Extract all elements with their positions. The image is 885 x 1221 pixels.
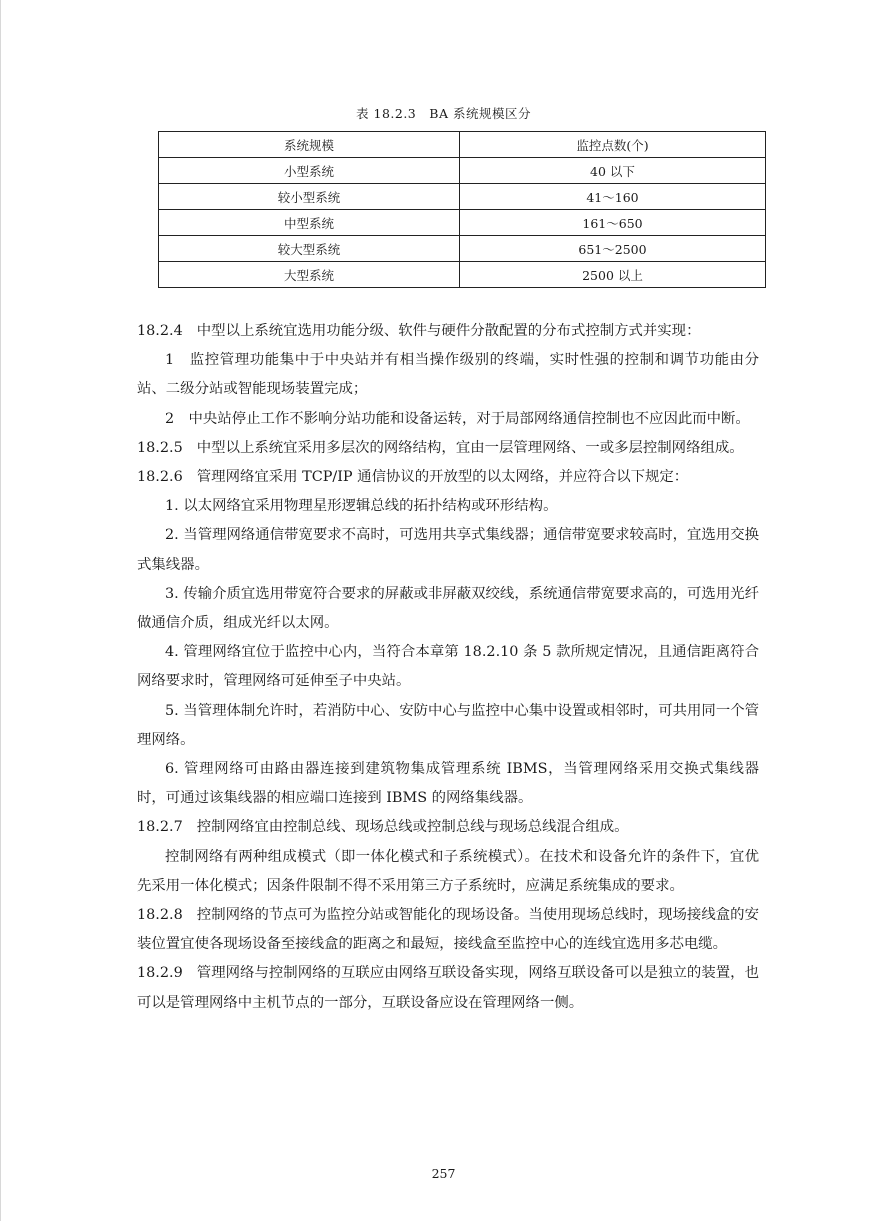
clause-number: 18.2.7 bbox=[137, 819, 183, 836]
clause-text: 中型以上系统宜采用多层次的网络结构，宜由一层管理网络、一或多层控制网络组成。 bbox=[196, 439, 744, 456]
clause-number: 18.2.9 bbox=[137, 965, 183, 982]
clause-number: 18.2.4 bbox=[137, 323, 183, 339]
table-row bbox=[159, 262, 766, 288]
table-cell: 41～160 bbox=[460, 184, 766, 210]
table-cell: 2500 以上 bbox=[460, 262, 766, 288]
table-row bbox=[159, 236, 766, 262]
table-row bbox=[159, 184, 766, 210]
page-number: 257 bbox=[431, 1166, 456, 1181]
clause-18-2-6 bbox=[137, 463, 759, 492]
list-item: 1. 以太网络宜采用物理星形逻辑总线的拓扑结构或环形结构。 bbox=[165, 498, 558, 515]
table-cell: 较小型系统 bbox=[159, 184, 460, 210]
clause-text: 管理网络宜采用 TCP/IP 通信协议的开放型的以太网络，并应符合以下规定： bbox=[196, 469, 689, 486]
clause-number: 18.2.5 bbox=[137, 439, 183, 456]
paragraph: 控制网络有两种组成模式（即一体化模式和子系统模式）。在技术和设备允许的条件下，宜优先采用一体化模式；因条件限制不得不采用第三方子系统时，应满足系统集成的要求。 bbox=[137, 848, 759, 894]
table-caption: 表 18.2.3 BA 系统规模区分 bbox=[356, 106, 531, 121]
list-item: 4. 管理网络宜位于监控中心内，当符合本章第 18.2.10 条 5 款所规定情况，且通信距离符合网络要求时，管理网络可延伸至子中央站。 bbox=[137, 644, 759, 690]
clause-18-2-7 bbox=[137, 813, 759, 842]
column-header-scale: 系统规模 bbox=[159, 132, 460, 158]
table-cell: 161～650 bbox=[460, 210, 766, 236]
table-cell: 651～2500 bbox=[460, 236, 766, 262]
table-header-row bbox=[159, 132, 766, 158]
table-row bbox=[159, 210, 766, 236]
list-item: 1 监控管理功能集中于中央站并有相当操作级别的终端，实时性强的控制和调节功能由分站、二级分站或智能现场装置完成； bbox=[137, 352, 759, 398]
table-cell: 大型系统 bbox=[159, 262, 460, 288]
clause-18-2-4 bbox=[137, 317, 759, 346]
list-item: 3. 传输介质宜选用带宽符合要求的屏蔽或非屏蔽双绞线，系统通信带宽要求高的，可选用光纤做通信介质，组成光纤以太网。 bbox=[137, 585, 759, 632]
table-cell: 小型系统 bbox=[159, 158, 460, 184]
clause-number: 18.2.6 bbox=[137, 469, 183, 486]
list-item: 6. 管理网络可由路由器连接到建筑物集成管理系统 IBMS，当管理网络采用交换式集线器时，可通过该集线器的相应端口连接到 IBMS 的网络集线器。 bbox=[137, 761, 759, 807]
list-item: 2 中央站停止工作不影响分站功能和设备运转，对于局部网络通信控制也不应因此而中断。 bbox=[165, 410, 750, 427]
clause-text: 管理网络与控制网络的互联应由网络互联设备实现，网络互联设备可以是独立的装置，也可以是管理网络中主机节点的一部分，互联设备应设在管理网络一侧。 bbox=[137, 965, 759, 1011]
clause-18-2-9 bbox=[137, 959, 759, 1017]
table-cell: 较大型系统 bbox=[159, 236, 460, 262]
list-item: 2. 当管理网络通信带宽要求不高时，可选用共享式集线器；通信带宽要求较高时，宜选用交换式集线器。 bbox=[137, 527, 759, 573]
column-header-points: 监控点数(个) bbox=[460, 132, 766, 158]
clause-text: 中型以上系统宜选用功能分级、软件与硬件分散配置的分布式控制方式并实现： bbox=[196, 323, 701, 339]
table-row bbox=[159, 158, 766, 184]
body-text bbox=[137, 317, 759, 1018]
clause-text: 控制网络宜由控制总线、现场总线或控制总线与现场总线混合组成。 bbox=[196, 819, 629, 836]
clause-18-2-5 bbox=[137, 434, 759, 463]
table-cell: 中型系统 bbox=[159, 210, 460, 236]
table-cell: 40 以下 bbox=[460, 158, 766, 184]
clause-text: 控制网络的节点可为监控分站或智能化的现场设备。当使用现场总线时，现场接线盒的安装位置宜使各现场设备至接线盒的距离之和最短，接线盒至监控中心的连线宜选用多芯电缆。 bbox=[137, 907, 759, 953]
system-scale-table bbox=[158, 131, 766, 288]
clause-18-2-8 bbox=[137, 901, 759, 959]
clause-number: 18.2.8 bbox=[137, 907, 183, 924]
list-item: 5. 当管理体制允许时，若消防中心、安防中心与监控中心集中设置或相邻时，可共用同一个管理网络。 bbox=[137, 702, 759, 748]
